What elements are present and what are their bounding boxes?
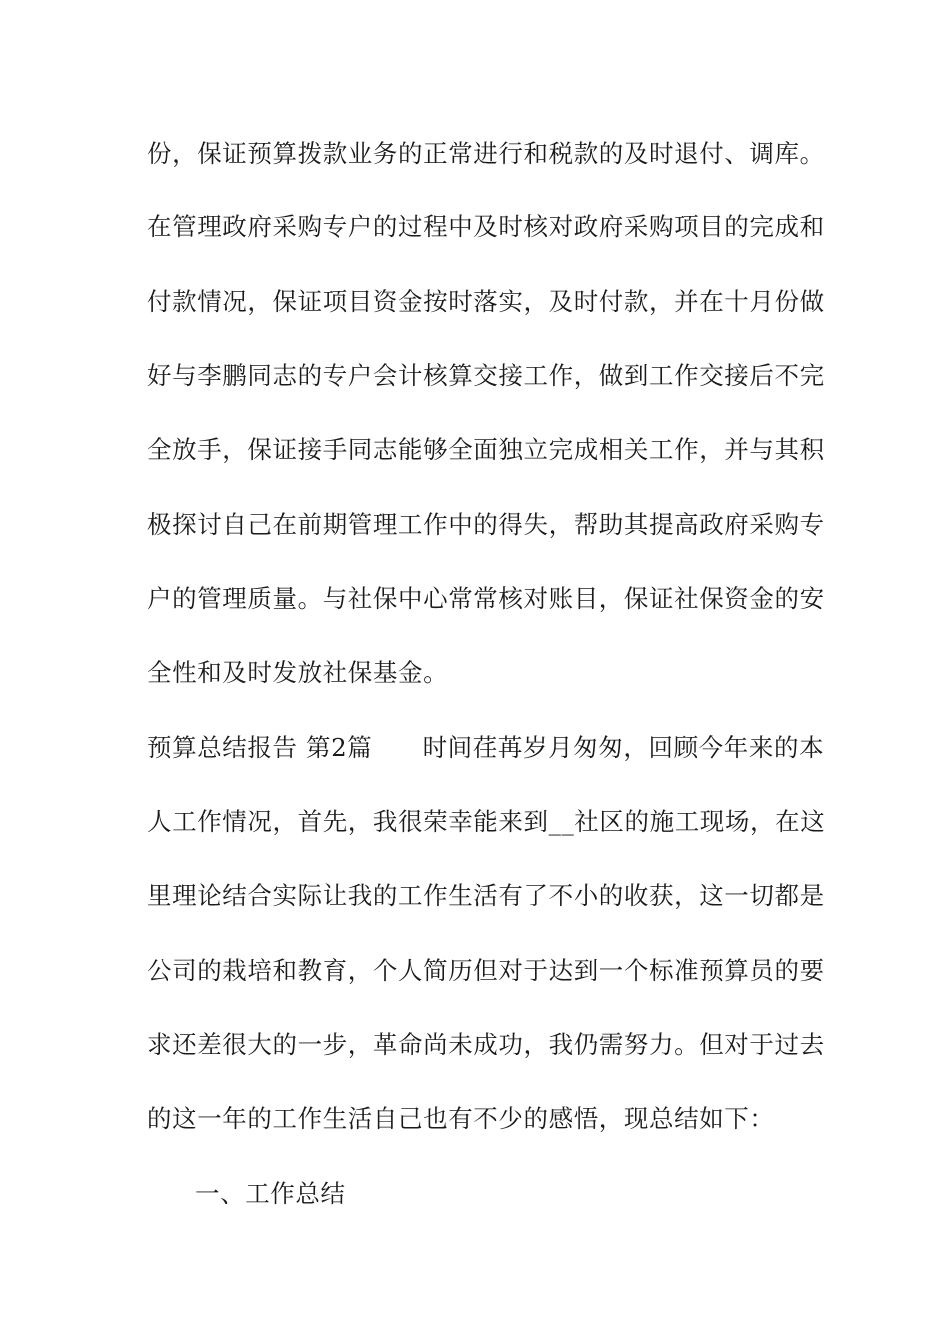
body-text-line: 份，保证预算拨款业务的正常进行和税款的及时退付、调库。	[147, 139, 825, 168]
body-text-line: 的这一年的工作生活自己也有不少的感悟，现总结如下：	[147, 1104, 775, 1133]
body-text-line: 全放手，保证接手同志能够全面独立完成相关工作，并与其积	[147, 435, 825, 464]
section-title-line: 预算总结报告 第2篇 时间荏苒岁月匆匆，回顾今年来的本	[147, 733, 825, 762]
body-text-line: 人工作情况，首先，我很荣幸能来到__社区的施工现场，在这	[147, 807, 826, 836]
body-text-line: 公司的栽培和教育，个人简历但对于达到一个标准预算员的要	[147, 956, 825, 985]
section-heading: 一、工作总结	[195, 1179, 346, 1208]
body-text-line: 极探讨自己在前期管理工作中的得失，帮助其提高政府采购专	[147, 510, 825, 539]
body-text-line: 求还差很大的一步，革命尚未成功，我仍需努力。但对于过去	[147, 1030, 825, 1059]
body-text-line: 里理论结合实际让我的工作生活有了不小的收获，这一切都是	[147, 881, 825, 910]
body-text-line: 全性和及时发放社保基金。	[147, 658, 449, 687]
body-text-line: 付款情况，保证项目资金按时落实，及时付款，并在十月份做	[147, 287, 825, 316]
body-text-line: 好与李鹏同志的专户会计核算交接工作，做到工作交接后不完	[147, 361, 825, 390]
body-text-line: 在管理政府采购专户的过程中及时核对政府采购项目的完成和	[147, 212, 825, 241]
body-text-line: 户的管理质量。与社保中心常常核对账目，保证社保资金的安	[147, 584, 825, 613]
